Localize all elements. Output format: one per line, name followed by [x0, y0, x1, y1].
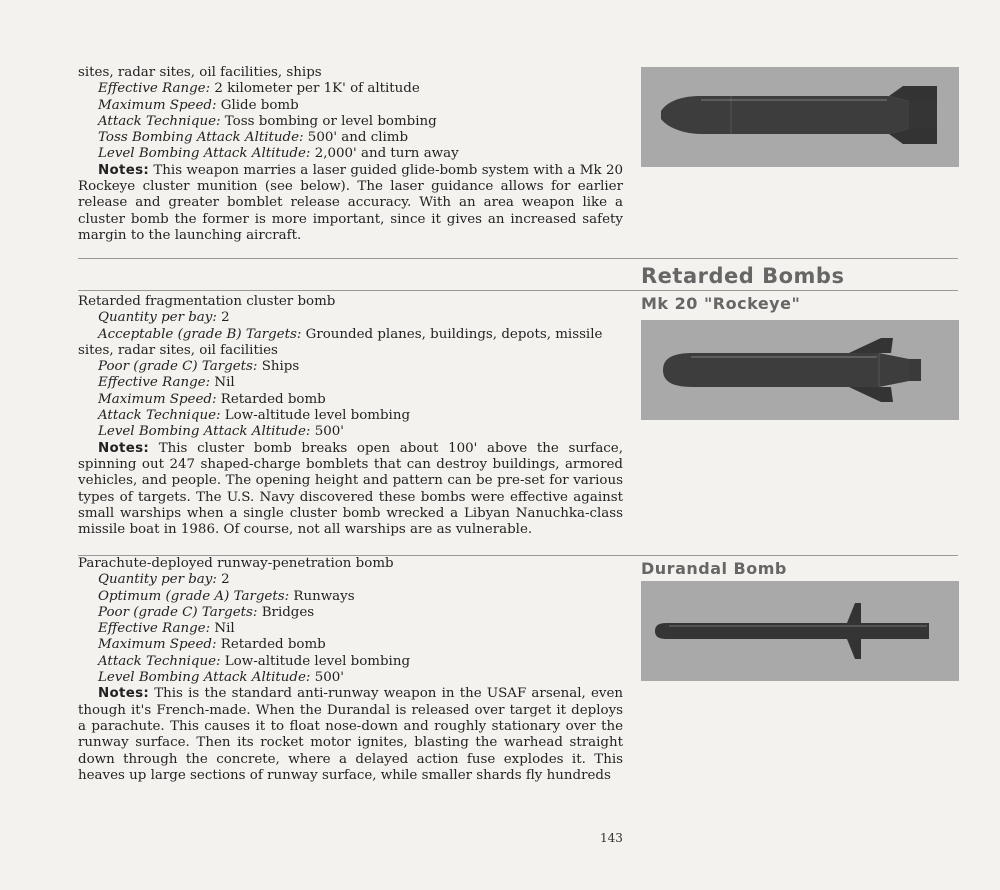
- target-continuation: sites, radar sites, oil facilities, ships: [78, 65, 322, 80]
- page-number: 143: [600, 831, 623, 845]
- spec-line: Maximum Speed: Retarded bomb: [98, 637, 326, 653]
- spec-line: Attack Technique: Low-altitude level bombing: [98, 408, 411, 424]
- durandal-photo: [641, 581, 959, 681]
- spec-line: Effective Range: Nil: [98, 621, 235, 637]
- spec-line: Quantity per bay: 2: [98, 572, 230, 588]
- section-title: Retarded Bombs: [641, 264, 845, 288]
- notes-paragraph: Notes: This weapon marries a laser guided glide-bomb system with a Mk 20 Rockeye cluster munition (see below). The laser guidance allows for earlier release and greater bomblet release accuracy. With an area weapon like a cluster bomb the former is more important, since it gives an increased safety margin to the launching aircraft.: [78, 162, 623, 243]
- spec-line: Optimum (grade A) Targets: Runways: [98, 588, 355, 604]
- weapon-description: Retarded fragmentation cluster bomb: [78, 294, 336, 309]
- spec-line: Level Bombing Attack Altitude: 500': [98, 424, 344, 440]
- spec-line: Effective Range: Nil: [98, 375, 235, 391]
- spec-line: Poor (grade C) Targets: Ships: [98, 359, 300, 375]
- notes-paragraph: Notes: This is the standard anti-runway weapon in the USAF arsenal, even though it's French-made. When the Durandal is released over target it deploys a parachute. This causes it to float nose-down and roughly stationary over the runway surface. Then its rocket motor ignites, blasting the warhead straight down through the concrete, where a delayed action fuse explodes it. This heaves up large sections of runway surface, while smaller shards fly hundreds: [78, 686, 623, 783]
- spec-line: Attack Technique: Toss bombing or level bombing: [98, 113, 437, 129]
- rockeye-title: Mk 20 "Rockeye": [641, 294, 801, 313]
- spec-line: Effective Range: 2 kilometer per 1K' of altitude: [98, 81, 420, 97]
- spec-line: Level Bombing Attack Altitude: 2,000' and turn away: [98, 146, 459, 162]
- spec-line: Level Bombing Attack Altitude: 500': [98, 670, 344, 686]
- rockeye-entry: [78, 294, 623, 538]
- durandal-title: Durandal Bomb: [641, 559, 787, 578]
- weapon-description: Parachute-deployed runway-penetration bomb: [78, 556, 394, 571]
- spec-line: Quantity per bay: 2: [98, 310, 230, 326]
- section-rule: [78, 290, 958, 291]
- spec-line: Maximum Speed: Retarded bomb: [98, 391, 326, 407]
- bomb-silhouette-icon: [641, 67, 959, 167]
- rockeye-photo: [641, 320, 959, 420]
- spec-line: Toss Bombing Attack Altitude: 500' and climb: [98, 130, 409, 146]
- glide-bomb-entry: [78, 65, 623, 244]
- durandal-entry: [78, 556, 623, 784]
- section-rule: [78, 258, 958, 259]
- bomb-silhouette-icon: [641, 320, 959, 420]
- glide-bomb-photo: [641, 67, 959, 167]
- spec-line: Acceptable (grade B) Targets: Grounded planes, buildings, depots, missile sites, radar sites, oil facilities: [78, 326, 603, 358]
- bomb-silhouette-icon: [641, 581, 959, 681]
- spec-line: Poor (grade C) Targets: Bridges: [98, 604, 315, 620]
- notes-paragraph: Notes: This cluster bomb breaks open about 100' above the surface, spinning out 247 shaped-charge bomblets that can destroy buildings, armored vehicles, and people. The opening height and pattern can be pre-set for various types of targets. The U.S. Navy discovered these bombs were effective against small warships when a single cluster bomb wrecked a Libyan Nanuchka-class missile boat in 1986. Of course, not all warships are as vulnerable.: [78, 440, 623, 538]
- spec-line: Attack Technique: Low-altitude level bombing: [98, 653, 411, 669]
- spec-line: Maximum Speed: Glide bomb: [98, 97, 299, 113]
